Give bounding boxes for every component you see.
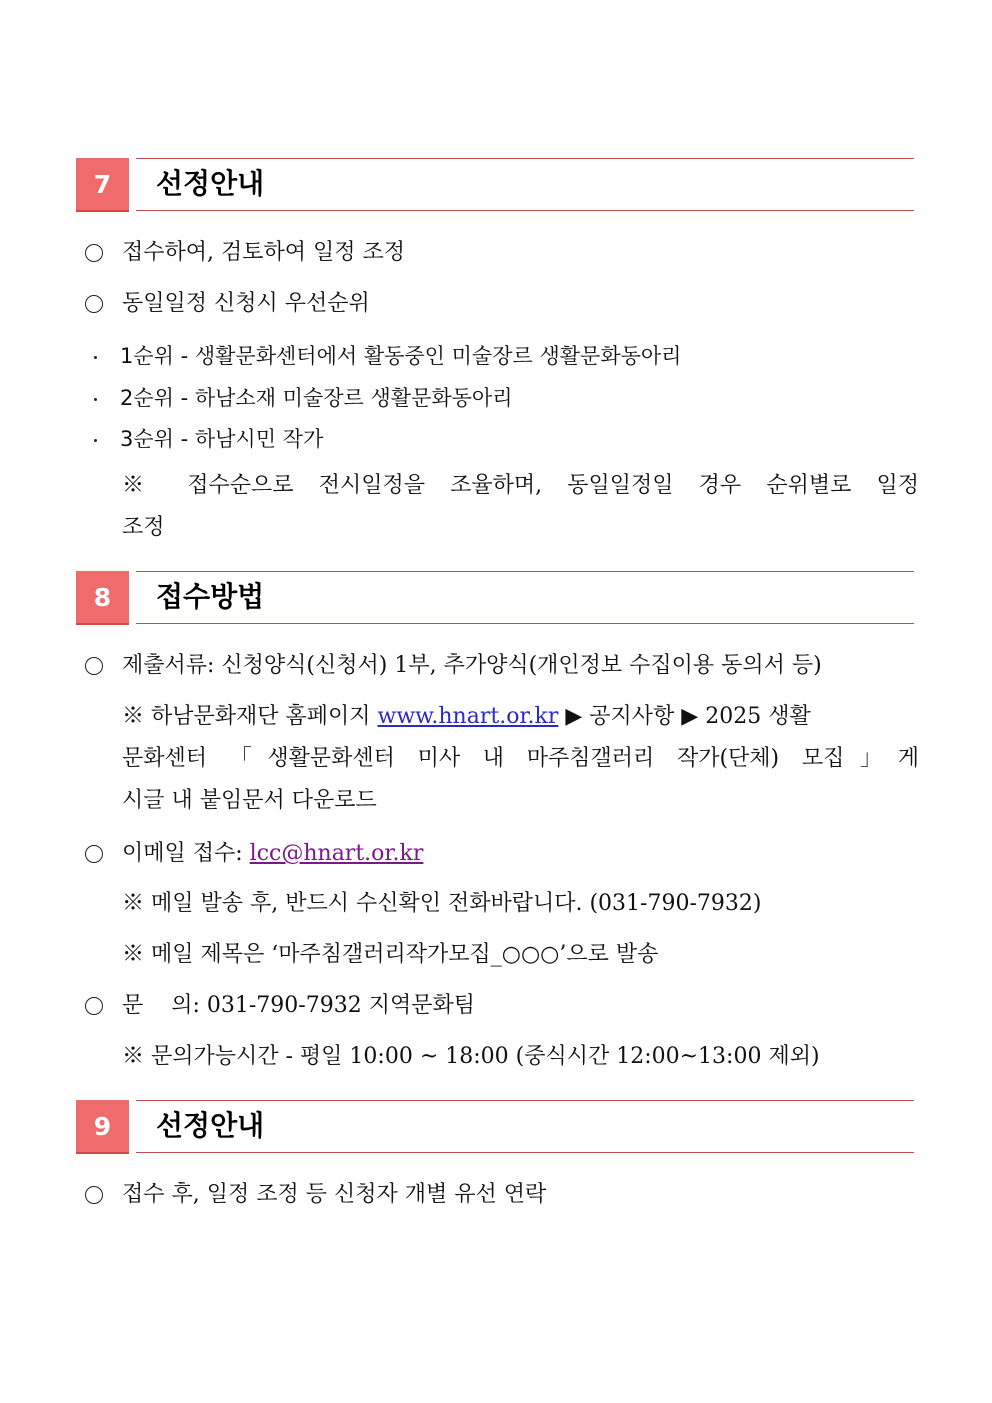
section-9-item: 접수 후, 일정 조정 등 신청자 개별 유선 연락: [122, 1182, 547, 1207]
section-number-shadow: [76, 623, 129, 625]
header-rule-top: [136, 158, 914, 159]
homepage-note-line-2: 문화센터 「생활문화센터 미사 내 마주침갤러리 작가(단체) 모집」게: [122, 746, 919, 771]
section-9-header: [76, 1100, 914, 1154]
circle-bullet-icon: [85, 845, 103, 863]
priority-2: 2순위 - 하남소재 미술장르 생활문화동아리: [120, 386, 513, 410]
section-title: 선정안내: [156, 167, 265, 200]
section-number: 7: [76, 158, 129, 211]
section-7-note-line-2: 조정: [122, 515, 165, 540]
header-rule-top: [136, 571, 914, 572]
homepage-note-line-1: [122, 702, 811, 732]
section-7-item-1: 접수하여, 검토하여 일정 조정: [122, 240, 405, 265]
email-label: 이메일 접수:: [122, 841, 250, 866]
homepage-link[interactable]: www.hnart.or.kr: [377, 704, 559, 729]
section-number-shadow: [76, 210, 129, 212]
circle-bullet-icon: [85, 997, 103, 1015]
dot-bullet-icon: [94, 398, 97, 401]
circle-bullet-icon: [85, 244, 103, 262]
circle-bullet-icon: [85, 1186, 103, 1204]
priority-1: 1순위 - 생활문화센터에서 활동중인 미술장르 생활문화동아리: [120, 344, 682, 368]
inquiry-contact: 문 의: 031-790-7932 지역문화팀: [122, 993, 475, 1018]
header-rule-bottom: [136, 623, 914, 624]
circle-bullet-icon: [85, 295, 103, 313]
dot-bullet-icon: [94, 439, 97, 442]
homepage-note-prefix: ※ 하남문화재단 홈페이지: [122, 704, 378, 729]
submission-documents: 제출서류: 신청양식(신청서) 1부, 추가양식(개인정보 수집이용 동의서 등): [122, 653, 822, 678]
section-8-header: [76, 571, 914, 625]
priority-3: 3순위 - 하남시민 작가: [120, 427, 324, 451]
section-number: 9: [76, 1100, 129, 1153]
homepage-note-path: ▶ 공지사항 ▶ 2025 생활: [558, 704, 811, 729]
section-title: 접수방법: [156, 580, 265, 613]
email-note-1: ※ 메일 발송 후, 반드시 수신확인 전화바랍니다. (031-790-7932): [122, 891, 762, 916]
email-link[interactable]: lcc@hnart.or.kr: [249, 841, 424, 866]
header-rule-top: [136, 1100, 914, 1101]
section-7-header: [76, 158, 914, 212]
header-rule-bottom: [136, 1152, 914, 1153]
dot-bullet-icon: [94, 356, 97, 359]
circle-bullet-icon: [85, 657, 103, 675]
email-submission: [122, 839, 423, 869]
section-number-shadow: [76, 1152, 129, 1154]
header-rule-bottom: [136, 210, 914, 211]
homepage-note-line-3: 시글 내 붙임문서 다운로드: [122, 788, 377, 813]
section-7-item-2: 동일일정 신청시 우선순위: [122, 291, 370, 316]
section-title: 선정안내: [156, 1109, 265, 1142]
email-note-2: ※ 메일 제목은 ‘마주침갤러리작가모집_○○○’으로 발송: [122, 942, 659, 967]
section-7-note-line-1: ※ 접수순으로 전시일정을 조율하며, 동일일정일 경우 순위별로 일정: [122, 473, 919, 498]
inquiry-hours: ※ 문의가능시간 - 평일 10:00 ~ 18:00 (중식시간 12:00~13:00 제외): [122, 1044, 820, 1069]
section-number: 8: [76, 571, 129, 624]
